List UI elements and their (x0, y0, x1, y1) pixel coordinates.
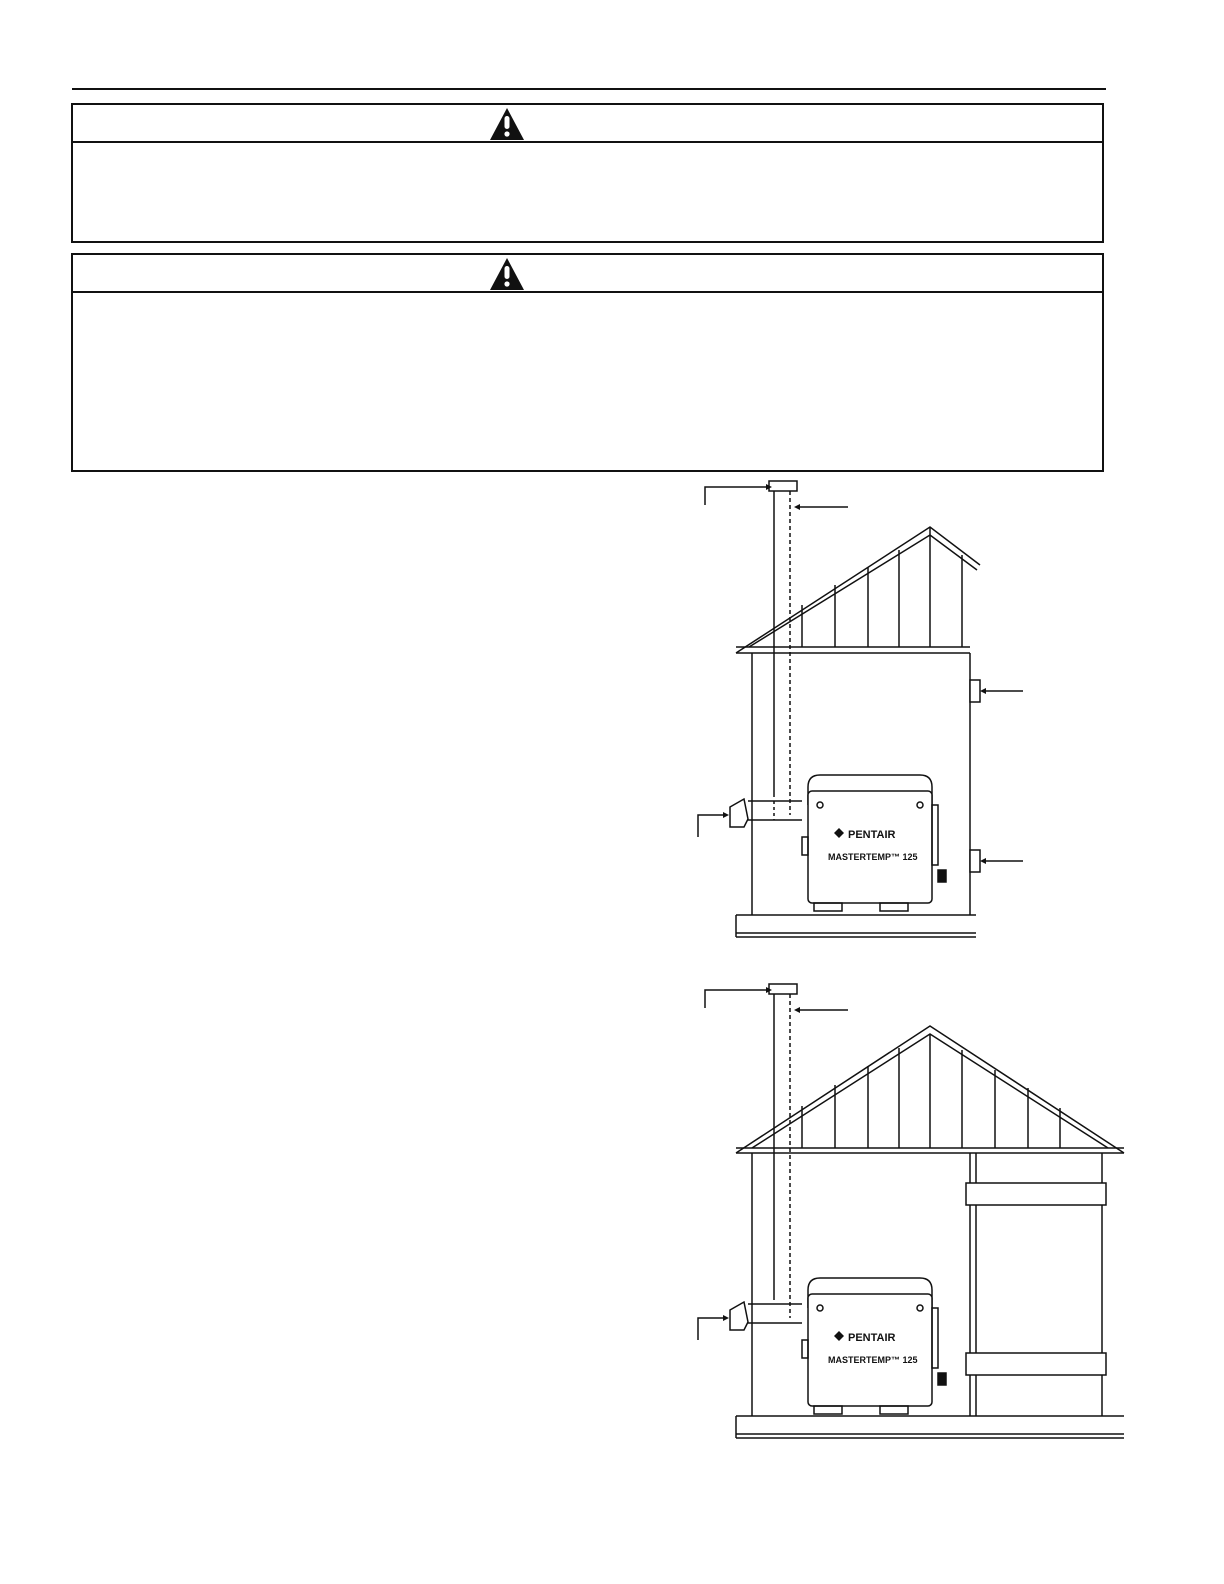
warning-box-1 (71, 103, 1104, 243)
intake-hood (730, 1302, 748, 1330)
heater-model: MASTERTEMP™ 125 (828, 852, 918, 862)
warning-box-2 (71, 253, 1104, 472)
upper-louver (970, 680, 980, 702)
warning-triangle-icon (489, 257, 525, 291)
header-rule (72, 88, 1106, 90)
figure-indoor-installation (690, 475, 1050, 945)
vent-cap (769, 984, 797, 994)
warning-text-1 (73, 143, 1102, 163)
lower-opening (966, 1353, 1106, 1375)
lower-louver (970, 850, 980, 872)
upper-opening (966, 1183, 1106, 1205)
vent-cap-arrow (705, 990, 766, 1008)
heater-unit (802, 775, 946, 911)
intake-hood (730, 799, 748, 827)
heater-brand: PENTAIR (848, 1332, 896, 1344)
heater-unit (802, 1278, 946, 1414)
heater-brand: PENTAIR (848, 829, 896, 841)
warning-header-1 (73, 105, 1102, 143)
warning-triangle-icon (489, 107, 525, 141)
warning-text-2 (73, 293, 1102, 313)
intake-arrow (698, 1318, 724, 1340)
vent-cap-arrow (705, 487, 766, 505)
warning-header-2 (73, 255, 1102, 293)
heater-model: MASTERTEMP™ 125 (828, 1355, 918, 1365)
figure-adjacent-room-installation (690, 978, 1150, 1448)
intake-arrow (698, 815, 724, 837)
vent-cap (769, 481, 797, 491)
